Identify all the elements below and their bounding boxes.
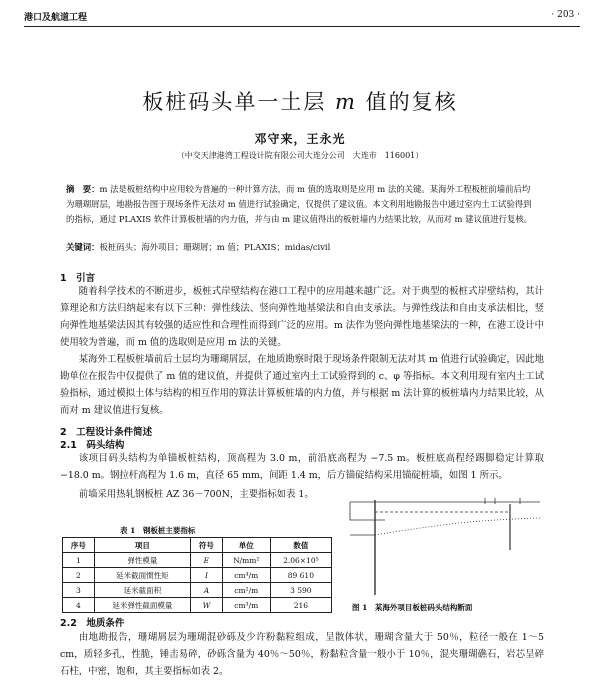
table-1-caption: 表 1 钢板桩主要指标 bbox=[120, 526, 196, 535]
section-1-body bbox=[60, 283, 544, 419]
table-cell: 延米截面积 bbox=[94, 583, 190, 598]
table-cell: E bbox=[191, 553, 223, 568]
section-2-2-heading: 2.2 地质条件 bbox=[60, 618, 125, 629]
keywords-text: 板桩码头；海外项目；珊瑚屑；m 值；PLAXIS；midas/civil bbox=[99, 242, 331, 252]
running-header bbox=[24, 8, 580, 24]
section-1-heading: 1 引言 bbox=[60, 273, 96, 284]
table-row bbox=[63, 598, 332, 613]
col-header: 单位 bbox=[222, 538, 270, 553]
title-prefix: 板桩码头单一土层 bbox=[142, 90, 336, 114]
section-2-1-para-2: 前墙采用热轧钢板桩 AZ 36－700N，主要指标如表 1。 bbox=[78, 489, 314, 500]
table-cell: 延米弹性截面模量 bbox=[94, 598, 190, 613]
col-header: 数值 bbox=[270, 538, 331, 553]
authors: 邓守来，王永光 bbox=[254, 132, 346, 146]
table-cell: cm²/m bbox=[222, 583, 270, 598]
figure-1-drawing bbox=[345, 490, 545, 600]
section-2-2-para-1: 由地勘报告，珊瑚屑层为珊瑚混砂砾及少许粉黏粒组成，呈散体状，珊瑚含量大于 50％，粒径一般在 1～5 cm，质轻多孔，性脆，锤击易碎，砂砾含量为 40％～50％，粉黏粒含量一般小于 10％，混夹珊瑚礁石，岩芯呈碎石柱，中密，饱和，其主要指标如表 2。 bbox=[60, 632, 544, 677]
table-cell: 2.06×10⁵ bbox=[270, 553, 331, 568]
table-cell: A bbox=[191, 583, 223, 598]
title-variable: m bbox=[335, 90, 357, 114]
table-cell: 216 bbox=[270, 598, 331, 613]
section-2-2-body bbox=[60, 629, 544, 680]
table-cell: 2 bbox=[63, 568, 95, 583]
section-1-para-1: 随着科学技术的不断进步，板桩式岸壁结构在港口工程中的应用越来越广泛。对于典型的板桩式岸壁结构，其计算理论和方法归纳起来有以下三种：弹性线法、竖向弹性地基梁法和自由支承法。与弹性线法和自由支承法相比，竖向弹性地基梁法因其有较强的适应性和合理性而得到广泛的应用。m 法作为竖向弹性地基梁法的一种，在港工设计中使用较为普遍，而 m 值的选取则是应用 m 法的关键。 bbox=[60, 286, 544, 348]
table-cell: N/mm² bbox=[222, 553, 270, 568]
keywords bbox=[66, 241, 538, 253]
paper-title bbox=[0, 86, 600, 116]
table-cell: 3 590 bbox=[270, 583, 331, 598]
affiliation: （中交天津港湾工程设计院有限公司大连分公司 大连市 116001） bbox=[176, 151, 424, 160]
header-rule bbox=[24, 26, 580, 27]
abstract-text: m 法是板桩结构中应用较为普遍的一种计算方法，而 m 值的选取则是应用 m 法的关键。某海外工程板桩前墙前后均为珊瑚屑层，地勘报告图于现场条件无法对 m 值进行试验确定，仅提供了建议值。本文利用地勘报告中通过室内土工试验得到的指标，通过 PLAXIS 软件计算板桩墙的内力值，并与由 m 建议值得出的板桩墙内力结果比较，从而对 m 建议值进行复核。 bbox=[66, 184, 533, 224]
table-cell: 89 610 bbox=[270, 568, 331, 583]
section-2-1-para-1: 该项目码头结构为单锚板桩结构，顶高程为 3.0 m，前沿底高程为 −7.5 m。板桩底高程经踢脚稳定计算取 −18.0 m。钢拉杆高程为 1.6 m，直径 65 mm，间距 1.4 m，后方锚碇结构采用锚碇桩墙，如图 1 所示。 bbox=[60, 453, 544, 481]
keywords-label: 关键词： bbox=[66, 242, 100, 252]
col-header: 符号 bbox=[191, 538, 223, 553]
abstract bbox=[66, 182, 538, 227]
table-1 bbox=[62, 537, 332, 613]
table-cell: 延米截面惯性矩 bbox=[94, 568, 190, 583]
table-cell: cm⁴/m bbox=[222, 568, 270, 583]
section-2-1-body bbox=[60, 450, 544, 484]
dimension-ticks bbox=[485, 498, 520, 504]
table-cell: 3 bbox=[63, 583, 95, 598]
table-row bbox=[63, 568, 332, 583]
journal-name: 港口及航道工程 bbox=[24, 13, 88, 23]
title-suffix: 值的复核 bbox=[356, 90, 458, 114]
soil-layer-line bbox=[375, 518, 540, 535]
section-2-1-para-2-wrap bbox=[60, 486, 320, 503]
table-row bbox=[63, 583, 332, 598]
table-cell: 1 bbox=[63, 553, 95, 568]
col-header: 序号 bbox=[63, 538, 95, 553]
abstract-label: 摘 要： bbox=[66, 184, 100, 194]
front-wall-cap bbox=[350, 502, 385, 520]
table-cell: cm³/m bbox=[222, 598, 270, 613]
table-header-row bbox=[63, 538, 332, 553]
section-2-1-heading: 2.1 码头结构 bbox=[60, 440, 125, 451]
table-cell: I bbox=[191, 568, 223, 583]
section-2-heading: 2 工程设计条件简述 bbox=[60, 427, 153, 438]
table-cell: W bbox=[191, 598, 223, 613]
table-row bbox=[63, 553, 332, 568]
page-number: · 203 · bbox=[551, 10, 580, 20]
figure-1-caption: 图 1 某海外项目板桩码头结构断面 bbox=[352, 603, 473, 612]
table-cell: 4 bbox=[63, 598, 95, 613]
col-header: 项目 bbox=[94, 538, 190, 553]
table-cell: 弹性模量 bbox=[94, 553, 190, 568]
section-1-para-2: 某海外工程板桩墙前后土层均为珊瑚屑层，在地质勘察时限于现场条件限制无法对其 m 值进行试验确定，因此地勘单位在报告中仅提供了 m 值的建议值，并提供了通过室内土工试验得到的 c、φ 等指标。本文利用现有室内土工试验指标，通过模拟土体与结构的相互作用的算法计算板桩墙的内力值，并与根据 m 法计算的板桩墙内力结果比较，从而对 m 建议值进行复核。 bbox=[60, 354, 544, 416]
